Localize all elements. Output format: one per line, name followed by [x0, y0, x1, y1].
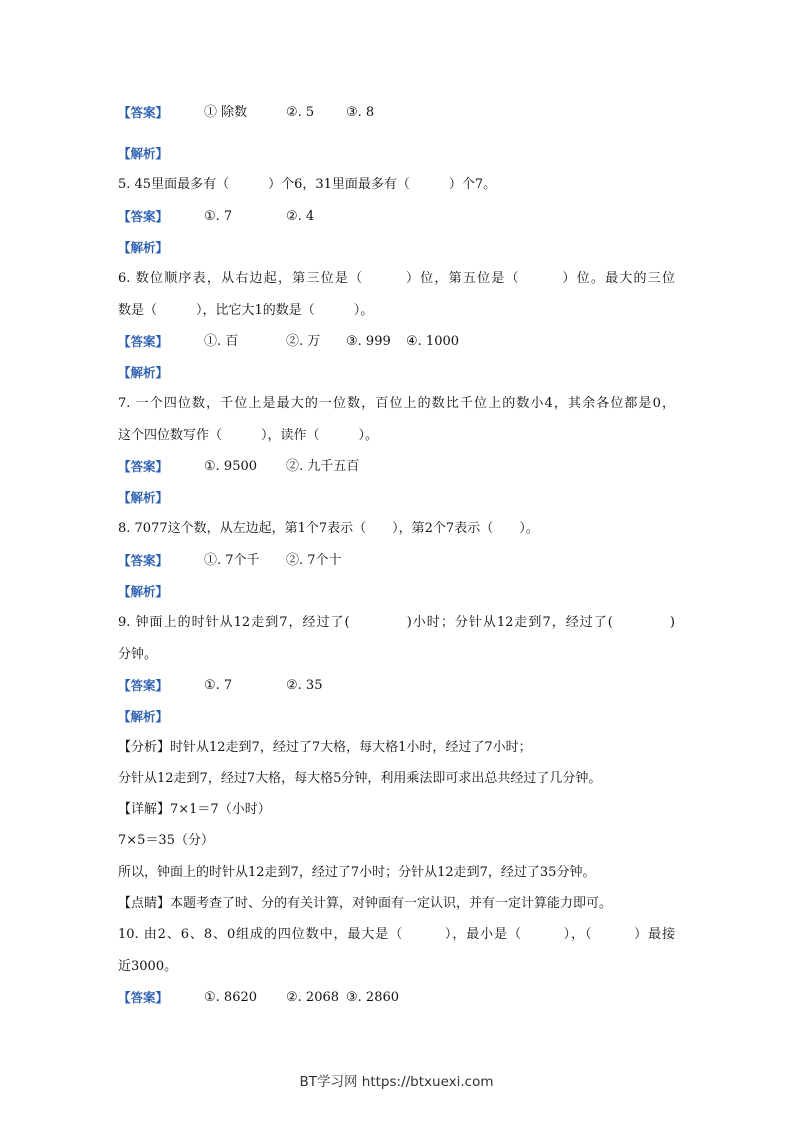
answer-item: ①. 百 [204, 334, 239, 349]
answer-row [118, 333, 675, 351]
answer-item: ③. 999 [346, 334, 391, 349]
page-footer: BT学习网 https://btxuexi.com [299, 1074, 494, 1090]
question-line: 5. 45里面最多有（ ）个6，31里面最多有（ ）个7。 [118, 177, 497, 192]
question-line: 近3000。 [118, 959, 178, 974]
analysis-label [118, 239, 675, 258]
explanation-line: 7×5＝35（分） [118, 833, 214, 848]
answer-row [118, 989, 675, 1007]
answer-row [118, 458, 675, 476]
question-line: 这个四位数写作（ ），读作（ ）。 [118, 428, 379, 443]
answer-item: ②. 5 [286, 105, 315, 120]
answer-item: ①. 8620 [204, 990, 258, 1005]
answer-row [118, 208, 675, 226]
answer-item: ②. 4 [286, 209, 315, 224]
explanation-line: 【分析】时针从12走到7，经过了7大格，每大格1小时，经过了7小时； [118, 740, 532, 755]
answer-item: ②. 7个十 [286, 553, 342, 568]
explanation-line: 【点睛】本题考查了时、分的有关计算，对钟面有一定认识，并有一定计算能力即可。 [118, 896, 613, 911]
answer-item: ②. 万 [286, 334, 321, 349]
answer-item: ②. 2068 [286, 990, 340, 1005]
analysis-heading: 【解析】 [118, 365, 169, 380]
question-line: 9. 钟面上的时针从12走到7，经过了( )小时；分针从12走到7，经过了( ) [118, 615, 675, 630]
answer-label: 【答案】 [118, 553, 169, 568]
analysis-heading: 【解析】 [118, 584, 169, 599]
explanation-line: 分针从12走到7，经过7大格，每大格5分钟，利用乘法即可求出总共经过了几分钟。 [118, 771, 602, 786]
answer-item: ③. 8 [346, 105, 375, 120]
answer-label: 【答案】 [118, 459, 169, 474]
question-line: 7. 一个四位数，千位上是最大的一位数，百位上的数比千位上的数小4，其余各位都是0， [118, 396, 675, 411]
answer-item: ①. 9500 [204, 459, 258, 474]
question-line: 8. 7077这个数，从左边起，第1个7表示（ ），第2个7表示（ ）。 [118, 521, 539, 536]
analysis-heading: 【解析】 [118, 240, 169, 255]
question-line: 分钟。 [118, 647, 158, 662]
question-line: 10. 由2、6、8、0组成的四位数中，最大是（ ），最小是（ ），（ ）最接 [118, 927, 675, 942]
answer-label: 【答案】 [118, 105, 169, 120]
answer-item: ①. 7 [204, 209, 233, 224]
answer-item: ① 除数 [204, 105, 248, 120]
answer-row [118, 104, 675, 122]
analysis-heading: 【解析】 [118, 146, 169, 161]
answer-item: ④. 1000 [406, 334, 460, 349]
analysis-label [118, 583, 675, 602]
analysis-label [118, 364, 675, 383]
answer-item: ②. 35 [286, 678, 323, 693]
analysis-label [118, 708, 675, 727]
analysis-heading: 【解析】 [118, 490, 169, 505]
answer-label: 【答案】 [118, 990, 169, 1005]
answer-label: 【答案】 [118, 209, 169, 224]
question-line: 6. 数位顺序表，从右边起，第三位是（ ）位，第五位是（ ）位。最大的三位 [118, 271, 675, 286]
answer-row [118, 552, 675, 570]
answer-item: ③. 2860 [346, 990, 400, 1005]
explanation-line: 所以，钟面上的时针从12走到7，经过了7小时；分针从12走到7，经过了35分钟。 [118, 865, 596, 880]
answer-label: 【答案】 [118, 678, 169, 693]
explanation-line: 【详解】7×1＝7（小时） [118, 802, 271, 817]
answer-item: ②. 九千五百 [286, 459, 360, 474]
answer-row [118, 677, 675, 695]
analysis-label [118, 145, 675, 164]
answer-label: 【答案】 [118, 334, 169, 349]
answer-item: ①. 7个千 [204, 553, 260, 568]
analysis-heading: 【解析】 [118, 709, 169, 724]
answer-item: ①. 7 [204, 678, 233, 693]
question-line: 数是（ ），比它大1的数是（ ）。 [118, 303, 374, 318]
analysis-label [118, 489, 675, 508]
